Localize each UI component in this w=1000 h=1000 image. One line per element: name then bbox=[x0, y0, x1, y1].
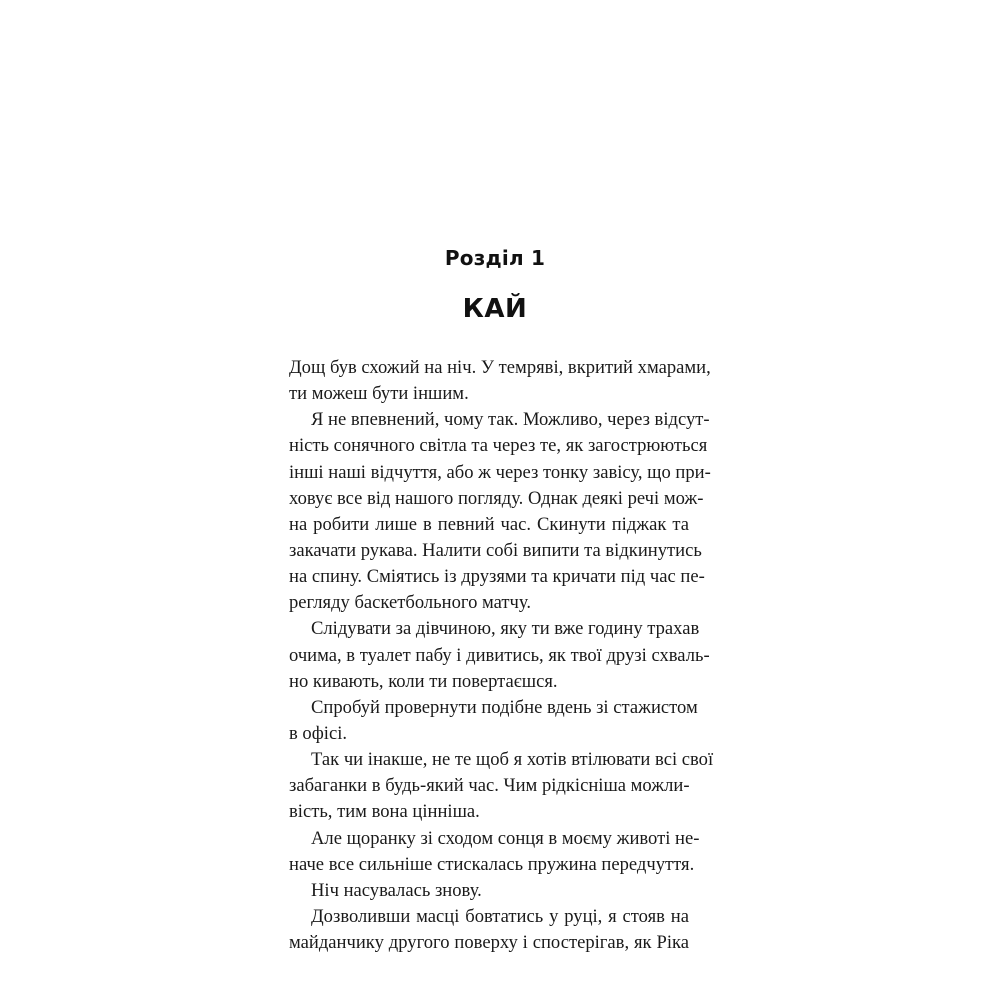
text-line: інші наші відчуття, або ж через тонку завісу, що при- bbox=[289, 461, 711, 483]
text-line: вість, тим вона цінніша. bbox=[289, 801, 480, 823]
text-line: ність сонячного світла та через те, як загострюються bbox=[289, 435, 708, 457]
text-line: забаганки в будь-який час. Чим рідкісніша можли- bbox=[289, 775, 690, 797]
text-line: очима, в туалет пабу і дивитись, як твої друзі схваль- bbox=[289, 644, 710, 666]
text-line: ховує все від нашого погляду. Однак деякі речі мож- bbox=[289, 487, 704, 509]
text-line: в офісі. bbox=[289, 722, 348, 744]
text-line: закачати рукава. Налити собі випити та відкинутись bbox=[289, 539, 702, 561]
text-line: на робити лише в певний час. Скинути піджак та bbox=[289, 513, 689, 535]
text-line: регляду баскетбольного матчу. bbox=[289, 592, 531, 614]
text-line: Спробуй провернути подібне вдень зі стажистом bbox=[311, 696, 698, 718]
text-line: Так чи інакше, не те щоб я хотів втілювати всі свої bbox=[311, 749, 714, 771]
text-line: Дозволивши масці бовтатись у руці, я стояв на bbox=[311, 905, 689, 927]
text-line: наче все сильніше стискалась пружина передчуття. bbox=[289, 853, 695, 875]
text-line: майданчику другого поверху і спостерігав, як Ріка bbox=[289, 932, 689, 954]
text-line: но кивають, коли ти повертаєшся. bbox=[289, 670, 558, 692]
text-line: Але щоранку зі сходом сонця в моєму животі не- bbox=[311, 827, 700, 849]
text-line: на спину. Сміятись із друзями та кричати під час пе- bbox=[289, 566, 705, 588]
text-line: Дощ був схожий на ніч. У темряві, вкритий хмарами, bbox=[289, 357, 711, 378]
chapter-title: КАЙ bbox=[462, 294, 528, 324]
text-line: Ніч насувалась знову. bbox=[311, 879, 482, 901]
text-line: Слідувати за дівчиною, яку ти вже годину трахав bbox=[311, 618, 700, 640]
text-line: Я не впевнений, чому так. Можливо, через відсут- bbox=[311, 409, 710, 431]
chapter-body-text bbox=[289, 355, 714, 956]
text-line: ти можеш бути іншим. bbox=[289, 383, 469, 405]
chapter-number-heading: Розділ 1 bbox=[444, 246, 546, 270]
